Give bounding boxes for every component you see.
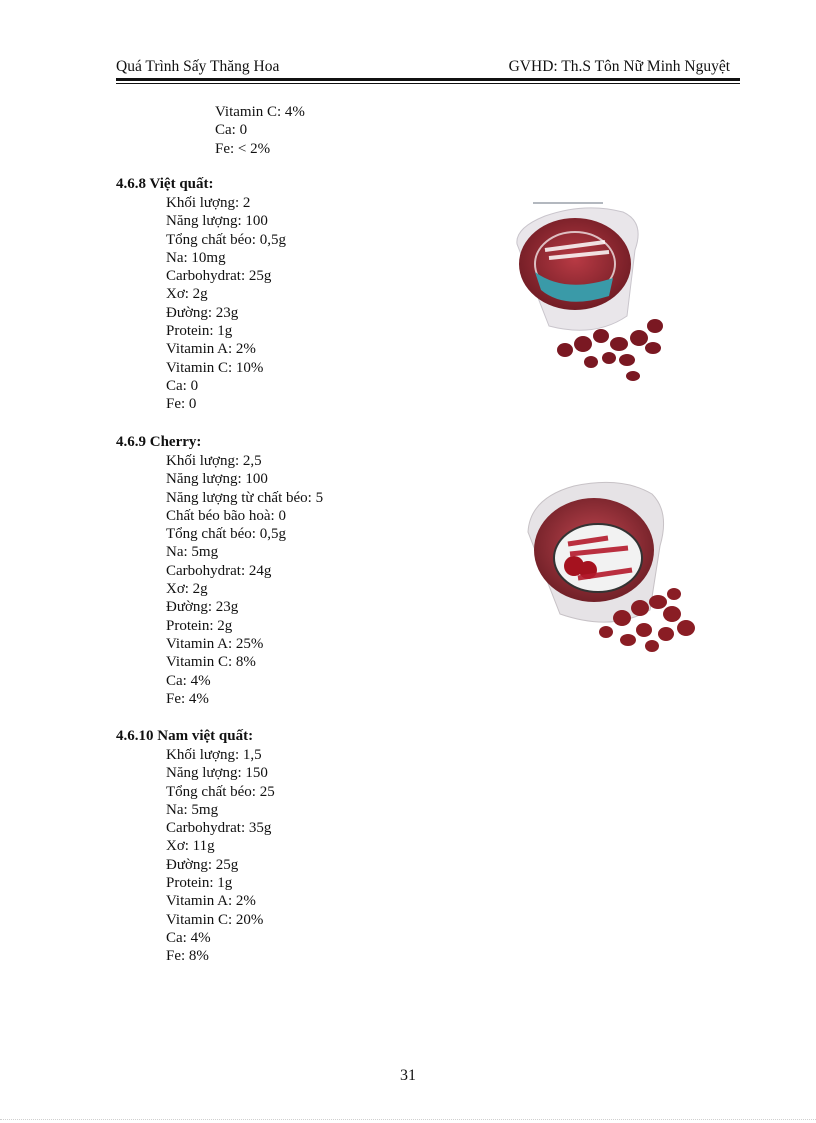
nutrition-line: Carbohydrat: 35g — [166, 820, 272, 837]
nutrition-line: Tổng chất béo: 0,5g — [166, 526, 286, 543]
nutrition-line: Đường: 25g — [166, 856, 239, 873]
nutrition-line: Vitamin C: 4% — [215, 104, 305, 120]
nutrition-line: Vitamin A: 2% — [166, 341, 256, 358]
page-header — [116, 56, 740, 78]
nutrition-line: Fe: 4% — [166, 690, 209, 707]
nutrition-line: Fe: 0 — [166, 396, 197, 413]
nutrition-line: Na: 5mg — [166, 801, 219, 818]
nutrition-line: Na: 5mg — [166, 544, 219, 561]
nutrition-line: Xơ: 11g — [166, 838, 215, 855]
nutrition-line: Năng lượng: 100 — [166, 213, 268, 230]
nutrition-line: Ca: 0 — [215, 122, 248, 139]
header-instructor: GVHD: Th.S Tôn Nữ Minh Nguyệt — [508, 58, 730, 75]
nutrition-line: Đường: 23g — [166, 599, 239, 616]
section-heading-blueberry: 4.6.8 Việt quất: — [116, 176, 214, 192]
cherry-product-image — [522, 474, 702, 656]
nutrition-line: Tổng chất béo: 0,5g — [166, 231, 286, 248]
nutrition-line: Đường: 23g — [166, 304, 239, 321]
page-number: 31 — [400, 1067, 416, 1084]
nutrition-line: Vitamin A: 25% — [166, 635, 264, 652]
nutrition-line: Vitamin C: 20% — [166, 911, 264, 928]
nutrition-line: Năng lượng: 100 — [166, 471, 268, 488]
continued-nutrition-list — [215, 103, 305, 158]
nutrition-line: Khối lượng: 2 — [166, 195, 251, 211]
nutrition-line: Năng lượng: 150 — [166, 765, 268, 782]
nutrition-line: Ca: 4% — [166, 929, 211, 946]
nutrition-line: Carbohydrat: 25g — [166, 268, 272, 285]
section-heading-cherry: 4.6.9 Cherry: — [116, 434, 202, 450]
nutrition-line: Vitamin C: 10% — [166, 359, 264, 376]
nutrition-line: Protein: 2g — [166, 617, 233, 634]
nutrition-line: Vitamin A: 2% — [166, 893, 256, 910]
nutrition-line: Carbohydrat: 24g — [166, 562, 272, 579]
page-bottom-divider — [0, 1119, 816, 1120]
nutrition-line: Tổng chất béo: 25 — [166, 783, 275, 800]
nutrition-line: Ca: 4% — [166, 672, 211, 689]
nutrition-line: Khối lượng: 2,5 — [166, 453, 262, 469]
nutrition-line: Chất béo bão hoà: 0 — [166, 507, 286, 524]
nutrition-list-blueberry — [166, 194, 286, 414]
nutrition-line: Vitamin C: 8% — [166, 654, 256, 671]
nutrition-list-cherry — [166, 452, 323, 708]
nutrition-line: Xơ: 2g — [166, 286, 208, 303]
nutrition-line: Năng lượng từ chất béo: 5 — [166, 489, 324, 506]
header-rule-thick — [116, 78, 740, 81]
header-title: Quá Trình Sấy Thăng Hoa — [116, 58, 280, 75]
nutrition-line: Khối lượng: 1,5 — [166, 747, 262, 763]
nutrition-line: Fe: 8% — [166, 948, 209, 965]
nutrition-line: Fe: < 2% — [215, 140, 271, 157]
nutrition-line: Xơ: 2g — [166, 581, 208, 598]
nutrition-line: Ca: 0 — [166, 377, 199, 394]
nutrition-list-cranberry — [166, 746, 275, 966]
section-heading-cranberry: 4.6.10 Nam việt quất: — [116, 728, 254, 744]
header-rule-thin — [116, 83, 740, 84]
blueberry-product-image — [505, 198, 677, 383]
nutrition-line: Na: 10mg — [166, 249, 226, 266]
nutrition-line: Protein: 1g — [166, 323, 233, 340]
nutrition-line: Protein: 1g — [166, 875, 233, 892]
